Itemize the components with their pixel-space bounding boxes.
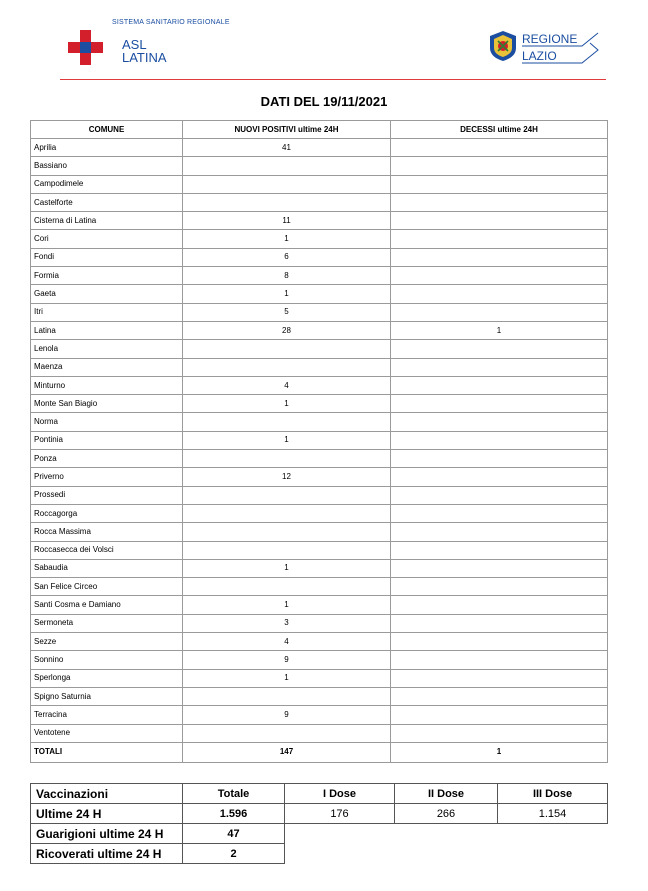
comune-cell: Pontinia	[31, 431, 183, 449]
decessi-cell	[391, 687, 608, 705]
totals-positivi: 147	[183, 742, 391, 762]
table-row	[31, 486, 608, 504]
vax-totale-value: 1.596	[183, 804, 285, 824]
table-row	[31, 175, 608, 193]
decessi-cell	[391, 212, 608, 230]
comune-cell: Terracina	[31, 706, 183, 724]
positivi-cell	[183, 157, 391, 175]
table-row	[31, 431, 608, 449]
comune-cell: Sperlonga	[31, 669, 183, 687]
table-row	[31, 450, 608, 468]
table-row	[31, 669, 608, 687]
ricoverati-row	[31, 844, 608, 864]
table-row	[31, 139, 608, 157]
positivi-cell: 41	[183, 139, 391, 157]
regione-lazio-logo	[488, 30, 604, 66]
vax-dose2-value: 266	[395, 804, 498, 824]
table-row	[31, 395, 608, 413]
positivi-cell	[183, 193, 391, 211]
vax-col-totale: Totale	[183, 784, 285, 804]
comune-cell: Santi Cosma e Damiano	[31, 596, 183, 614]
vax-header-row	[31, 784, 608, 804]
positivi-cell: 6	[183, 248, 391, 266]
table-row	[31, 321, 608, 339]
positivi-cell	[183, 578, 391, 596]
decessi-cell	[391, 340, 608, 358]
comune-cell: Sabaudia	[31, 559, 183, 577]
positivi-cell	[183, 687, 391, 705]
decessi-cell	[391, 614, 608, 632]
positivi-cell: 1	[183, 559, 391, 577]
table-row	[31, 614, 608, 632]
vax-title: Vaccinazioni	[31, 784, 183, 804]
positivi-cell	[183, 724, 391, 742]
table-row	[31, 340, 608, 358]
decessi-cell	[391, 139, 608, 157]
comune-cell: Itri	[31, 303, 183, 321]
comune-cell: Cisterna di Latina	[31, 212, 183, 230]
table-row	[31, 559, 608, 577]
asl-subtitle: SISTEMA SANITARIO REGIONALE	[112, 19, 230, 26]
table-row	[31, 541, 608, 559]
positivi-cell: 12	[183, 468, 391, 486]
positivi-cell: 4	[183, 633, 391, 651]
table-row	[31, 212, 608, 230]
vax-row-label: Ultime 24 H	[31, 804, 183, 824]
vax-values-row	[31, 804, 608, 824]
comune-cell: Bassiano	[31, 157, 183, 175]
vax-col-dose1: I Dose	[285, 784, 395, 804]
vax-col-dose3: III Dose	[498, 784, 608, 804]
comune-cell: Lenola	[31, 340, 183, 358]
decessi-cell	[391, 523, 608, 541]
decessi-cell: 1	[391, 321, 608, 339]
decessi-cell	[391, 559, 608, 577]
positivi-cell: 1	[183, 596, 391, 614]
page-title: DATI DEL 19/11/2021	[260, 94, 388, 109]
col-header-decessi: DECESSI ultime 24H	[391, 121, 608, 139]
decessi-cell	[391, 303, 608, 321]
positivi-cell: 8	[183, 267, 391, 285]
comune-cell: Spigno Saturnia	[31, 687, 183, 705]
decessi-cell	[391, 450, 608, 468]
comune-cell: Prossedi	[31, 486, 183, 504]
guariti-row	[31, 824, 608, 844]
comune-cell: Roccasecca dei Volsci	[31, 541, 183, 559]
table-row	[31, 267, 608, 285]
comune-cell: Formia	[31, 267, 183, 285]
decessi-cell	[391, 596, 608, 614]
positivi-cell: 11	[183, 212, 391, 230]
positivi-cell	[183, 486, 391, 504]
comune-cell: Ventotene	[31, 724, 183, 742]
decessi-cell	[391, 431, 608, 449]
table-row	[31, 724, 608, 742]
vax-dose1-value: 176	[285, 804, 395, 824]
vax-dose3-value: 1.154	[498, 804, 608, 824]
decessi-cell	[391, 157, 608, 175]
positivi-cell: 1	[183, 431, 391, 449]
comune-cell: Latina	[31, 321, 183, 339]
header-divider	[60, 79, 606, 80]
positivi-cell	[183, 175, 391, 193]
positivi-cell	[183, 450, 391, 468]
table-row	[31, 303, 608, 321]
table-row	[31, 468, 608, 486]
positivi-cell: 1	[183, 230, 391, 248]
positivi-cell: 4	[183, 376, 391, 394]
decessi-cell	[391, 504, 608, 522]
table-row	[31, 633, 608, 651]
comune-cell: Ponza	[31, 450, 183, 468]
table-row	[31, 157, 608, 175]
asl-name	[122, 38, 167, 64]
table-row	[31, 248, 608, 266]
positivi-cell	[183, 523, 391, 541]
decessi-cell	[391, 358, 608, 376]
table-row	[31, 651, 608, 669]
decessi-cell	[391, 175, 608, 193]
decessi-cell	[391, 468, 608, 486]
table-row	[31, 578, 608, 596]
totals-label: TOTALI	[31, 742, 183, 762]
comune-cell: Monte San Biagio	[31, 395, 183, 413]
vaccination-table	[30, 783, 608, 864]
table-row	[31, 523, 608, 541]
asl-line1: ASL	[122, 37, 147, 52]
totals-decessi: 1	[391, 742, 608, 762]
asl-latina-logo	[68, 16, 248, 68]
comune-cell: Maenza	[31, 358, 183, 376]
decessi-cell	[391, 706, 608, 724]
comune-cell: Campodimele	[31, 175, 183, 193]
page-header	[0, 0, 648, 82]
positivi-cell: 5	[183, 303, 391, 321]
vax-col-dose2: II Dose	[395, 784, 498, 804]
comune-cell: Roccagorga	[31, 504, 183, 522]
totals-row	[31, 742, 608, 762]
table-row	[31, 285, 608, 303]
comune-cell: Sermoneta	[31, 614, 183, 632]
table-row	[31, 230, 608, 248]
region-line2: LAZIO	[522, 49, 557, 63]
table-row	[31, 376, 608, 394]
positivi-cell: 3	[183, 614, 391, 632]
comune-cell: Gaeta	[31, 285, 183, 303]
comune-cell: Cori	[31, 230, 183, 248]
comune-cell: Rocca Massima	[31, 523, 183, 541]
comune-cell: Sonnino	[31, 651, 183, 669]
comune-cell: Priverno	[31, 468, 183, 486]
positivi-cell: 9	[183, 651, 391, 669]
region-name	[522, 32, 577, 63]
positivi-cell	[183, 340, 391, 358]
comune-cell: Norma	[31, 413, 183, 431]
guariti-label: Guarigioni ultime 24 H	[31, 824, 183, 844]
decessi-cell	[391, 193, 608, 211]
table-row	[31, 596, 608, 614]
comuni-table	[30, 120, 608, 763]
decessi-cell	[391, 395, 608, 413]
decessi-cell	[391, 376, 608, 394]
decessi-cell	[391, 230, 608, 248]
table-row	[31, 358, 608, 376]
region-line1: REGIONE	[522, 32, 578, 46]
ricoverati-label: Ricoverati ultime 24 H	[31, 844, 183, 864]
positivi-cell: 9	[183, 706, 391, 724]
positivi-cell: 1	[183, 669, 391, 687]
ricoverati-value: 2	[183, 844, 285, 864]
regione-lazio-emblem-icon	[488, 30, 518, 62]
decessi-cell	[391, 248, 608, 266]
table-row	[31, 504, 608, 522]
decessi-cell	[391, 285, 608, 303]
col-header-comune: COMUNE	[31, 121, 183, 139]
decessi-cell	[391, 633, 608, 651]
decessi-cell	[391, 669, 608, 687]
positivi-cell	[183, 413, 391, 431]
positivi-cell	[183, 541, 391, 559]
table-header-row	[31, 121, 608, 139]
comune-cell: Fondi	[31, 248, 183, 266]
table-row	[31, 706, 608, 724]
positivi-cell: 28	[183, 321, 391, 339]
comune-cell: Castelforte	[31, 193, 183, 211]
decessi-cell	[391, 578, 608, 596]
positivi-cell	[183, 504, 391, 522]
positivi-cell: 1	[183, 285, 391, 303]
decessi-cell	[391, 724, 608, 742]
decessi-cell	[391, 413, 608, 431]
positivi-cell	[183, 358, 391, 376]
asl-line2: LATINA	[122, 50, 167, 65]
decessi-cell	[391, 541, 608, 559]
decessi-cell	[391, 651, 608, 669]
comune-cell: Aprilia	[31, 139, 183, 157]
decessi-cell	[391, 267, 608, 285]
guariti-value: 47	[183, 824, 285, 844]
decessi-cell	[391, 486, 608, 504]
comune-cell: Minturno	[31, 376, 183, 394]
comune-cell: San Felice Circeo	[31, 578, 183, 596]
table-row	[31, 413, 608, 431]
table-row	[31, 193, 608, 211]
table-row	[31, 687, 608, 705]
asl-cross-icon	[68, 30, 103, 65]
comune-cell: Sezze	[31, 633, 183, 651]
positivi-cell: 1	[183, 395, 391, 413]
col-header-positivi: NUOVI POSITIVI ultime 24H	[183, 121, 391, 139]
